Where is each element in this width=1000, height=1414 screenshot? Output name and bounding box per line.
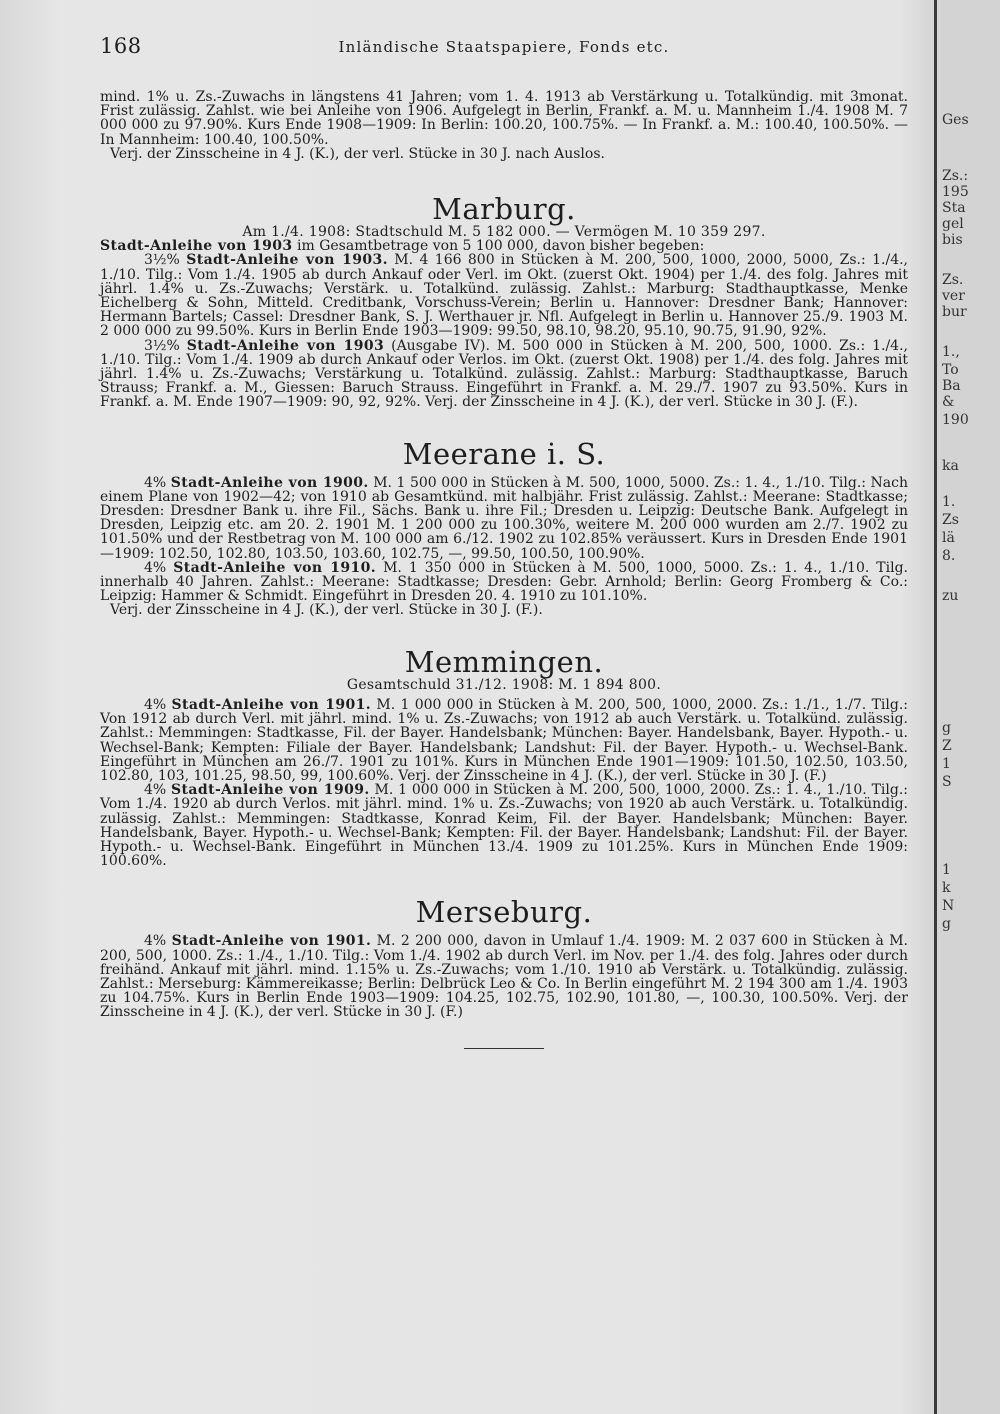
edge-fragment: Zs [942, 512, 959, 528]
edge-fragment: ver [942, 288, 965, 304]
memmingen-loan-1901 [100, 698, 908, 783]
edge-fragment: 8. [942, 548, 956, 564]
running-head [100, 28, 908, 64]
loan-rate: 3½% [144, 337, 187, 354]
edge-fragment: bis [942, 232, 963, 248]
edge-fragment: & [942, 394, 955, 410]
section-title-merseburg: Merseburg. [415, 895, 593, 930]
book-page [100, 28, 908, 1398]
intro-note: Verj. der Zinsscheine in 4 J. (K.), der verl. Stücke in 30 J. nach Auslos. [110, 145, 605, 162]
page-gutter [934, 0, 937, 1414]
edge-fragment: 1. [942, 494, 956, 510]
memmingen-summary: Gesamtschuld 31./12. 1908: M. 1 894 800. [346, 676, 662, 693]
edge-fragment: Zs. [942, 272, 964, 288]
loan-text: M. 1 000 000 in Stücken à M. 200, 500, 1000, 2000. Zs.: 1./1., 1./7. Tilg.: Von 1912 ab durch Verl. mit jährl. mind. 1% u. Zs.-Zuwachs; von 1912 ab auch Verstärk. u. Totalkünd. zulässig. Zahlst.: Memmingen: Stadtkasse, Fil. der Bayer. Handelsbank; München: Bayer. Handelsbank, Bayer. Hypoth.- u. Wechsel-Bank; Kempten: Filiale der Bayer. Handelsbank; Landshut: Fil. der Bayer. Hypoth.- u. Wechsel-Bank. Eingeführt in München am 26./7. 1901 zu 101%. Kurs in München Ende 1901—1909: 101.50, 102.50, 103.50, 102.80, 103, 101.25, 98.50, 99, 100.60%. Verj. der Zinsscheine in 4 J. (K.), der verl. Stücke in 30 J. (F.) [100, 696, 908, 784]
section-title-meerane: Meerane i. S. [402, 436, 606, 471]
running-title: Inländische Staatspapiere, Fonds etc. [338, 38, 670, 56]
adjacent-page-edge [940, 0, 1000, 1414]
loan-text: M. 1 350 000 in Stücken à M. 500, 1000, 5000. Zs.: 1. 4., 1./10. Tilg. innerhalb 40 Jahren. Zahlst.: Meerane: Stadtkasse; Dresden: Gebr. Arnhold; Berlin: Georg Fromberg & Co.: Leipzig: Hammer & Schmidt. Eingeführt in Dresden 20. 4. 1910 zu 101.10%. [100, 559, 908, 605]
loan-title: Stadt-Anleihe von 1901. [171, 696, 372, 713]
loan-rate: 4% [144, 933, 172, 950]
edge-fragment: Ges [942, 112, 969, 128]
loan-text: M. 1 000 000 in Stücken à M. 200, 500, 1000, 2000. Zs.: 1. 4., 1./10. Tilg.: Vom 1./4. 1920 ab durch Verlos. mit jährl. mind. 1% u. Zs.-Zuwachs; von 1920 ab auch Verstärk. u. Totalkündig. zulässig. Zahlst.: Memmingen: Stadtkasse, Konrad Keim, Fil. der Bayer. Handelsbank; München: Bayer. Handelsbank, Bayer. Hypoth.- u. Wechsel-Bank; Kempten: Fil. der Bayer. Handelsbank; Landshut: Fil. der Bayer. Hypoth.- u. Wechsel-Bank. Eingeführt in München 13./4. 1909 zu 101.25%. Kurs in München Ende 1909: 100.60%. [100, 782, 908, 870]
edge-fragment: zu [942, 588, 959, 604]
loan-rate: 4% [144, 782, 172, 799]
loan-text: M. 2 200 000, davon in Umlauf 1./4. 1909: M. 2 037 600 in Stücken à M. 200, 500, 1000. Zs.: 1./4., 1./10. Tilg.: Vom 1./4. 1902 ab durch Verl. im Nov. per 1./4. des folg. Jahres oder durch freihänd. Ankauf mit jährl. mind. 1.15% u. Zs.-Zuwachs; vom 1./10. 1910 ab Verstärk. u. Totalkündig. zulässig. Zahlst.: Merseburg: Kämmereikasse; Berlin: Delbrück Leo & Co. In Berlin eingeführt M. 2 194 300 am 1./4. 1903 zu 104.75%. Kurs in Berlin Ende 1903—1909: 104.25, 102.75, 102.90, 101.80, —, 100.30, 100.50%. Verj. der Zinsscheine in 4 J. (K.), der verl. Stücke in 30 J. (F.) [100, 933, 908, 1021]
edge-fragment: g [942, 916, 951, 932]
meerane-loan-1910 [100, 561, 908, 604]
loan-rate: 4% [144, 474, 171, 491]
edge-fragment: 190 [942, 412, 969, 428]
edge-fragment: Sta [942, 200, 966, 216]
meerane-note: Verj. der Zinsscheine in 4 J. (K.), der verl. Stücke in 30 J. (F.). [110, 602, 543, 619]
edge-fragment: N [942, 898, 955, 914]
loan-text: M. 4 166 800 in Stücken à M. 200, 500, 1000, 2000, 5000, Zs.: 1./4., 1./10. Tilg.: Vom 1./4. 1905 ab durch Ankauf oder Verl. im Okt. (zuerst Okt. 1904) per 1./4. des folg. Jahres mit jährl. 1.4% u. Zs.-Zuwachs; Verstärk. u. Totalkünd. zulässig. Zahlst.: Marburg: Stadthauptkasse, Menke Eichelberg & Sohn, Mitteld. Creditbank, Vorschuss-Verein; Berlin u. Hannover: Dresdner Bank; Hannover: Hermann Bartels; Cassel: Dresdner Bank, S. J. Werthauer jr. Nfl. Aufgelegt in Berlin u. Hannover 25./9. 1903 M. 2 000 000 zu 99.50%. Kurs in Berlin Ende 1903—1909: 99.50, 98.10, 98.20, 95.10, 90.75, 91.90, 92%. [100, 252, 909, 340]
edge-fragment: 1., [942, 344, 960, 360]
edge-fragment: 1 [942, 862, 951, 878]
edge-fragment: 1 [942, 756, 951, 772]
merseburg-loan-1901 [100, 934, 908, 1019]
edge-fragment: S [942, 774, 952, 790]
loan-title: Stadt-Anleihe von 1903 [186, 337, 385, 354]
loan-title: Stadt-Anleihe von 1903. [186, 252, 388, 269]
loan-title: Stadt-Anleihe von 1910. [173, 559, 377, 576]
edge-fragment: g [942, 720, 951, 736]
memmingen-loan-1909 [100, 783, 908, 868]
loan-title: Stadt-Anleihe von 1903 [100, 238, 293, 255]
edge-fragment: k [942, 880, 951, 896]
loan-title: Stadt-Anleihe von 1909. [171, 782, 370, 799]
edge-fragment: Zs.: [942, 168, 969, 184]
loan-text: M. 1 500 000 in Stücken à M. 500, 1000, 5000. Zs.: 1. 4., 1./10. Tilg.: Nach einem Plane von 1902—42; von 1910 ab Gesamtkünd. mit halbjähr. Frist zulässig. Zahlst.: Meerane: Stadtkasse; Dresden: Dresdner Bank u. ihre Fil., Sächs. Bank u. ihre Fil.; Dresden u. Leipzig: Deutsche Bank. Aufgelegt in Dresden, Leipzig etc. am 20. 2. 1901 M. 1 200 000 zu 100.30%, weitere M. 200 000 wurden am 2./7. 1902 zu 101.50% und der Restbetrag von M. 100 000 am 6./12. 1902 zu 102.85% veräussert. Kurs in Dresden Ende 1901—1909: 102.50, 102.80, 103.50, 103.60, 102.75, —, 99.50, 100.50, 100.90%. [100, 474, 908, 562]
edge-fragment: 195 [942, 184, 969, 200]
edge-fragment: lä [942, 530, 955, 546]
edge-fragment: ka [942, 458, 959, 474]
section-divider [464, 1048, 544, 1049]
edge-fragment: To [942, 362, 959, 378]
edge-fragment: gel [942, 216, 964, 232]
edge-fragment: bur [942, 304, 967, 320]
loan-rate: 4% [144, 696, 172, 713]
marburg-summary: Am 1./4. 1908: Stadtschuld M. 5 182 000. — Vermögen M. 10 359 297. [242, 224, 766, 241]
loan-title: Stadt-Anleihe von 1900. [170, 474, 369, 491]
page-number: 168 [100, 34, 142, 58]
marburg-loan-1903-iv [100, 339, 908, 410]
section-title-memmingen: Memmingen. [404, 644, 604, 679]
loan-rate: 4% [144, 559, 174, 576]
section-title-marburg: Marburg. [432, 192, 576, 227]
intro-paragraph: mind. 1% u. Zs.-Zuwachs in längstens 41 Jahren; vom 1. 4. 1913 ab Verstärkung u. Totalkündig. mit 3monat. Frist zulässig. Zahlst. wie bei Anleihe von 1906. Aufgelegt in Berlin, Frankf. a. M. u. Mannheim 1./4. 1908 M. 7 000 000 zu 97.90%. Kurs Ende 1908—1909: In Berlin: 100.20, 100.75%. — In Frankf. a. M.: 100.40, 100.50%. — In Mannheim: 100.40, 100.50%. [100, 89, 908, 148]
loan-text: (Ausgabe IV). M. 500 000 in Stücken à M. 200, 500, 1000. Zs.: 1./4., 1./10. Tilg.: Vom 1./4. 1909 ab durch Ankauf oder Verlos. im Okt. (zuerst Okt. 1908) per 1./4. des folg. Jahres mit jährl. 1.4% u. Zs.-Zuwachs; Verstärkung u. Totalkünd. zulässig. Zahlst.: Marburg: Stadthauptkasse, Baruch Strauss; Frankf. a. M., Giessen: Baruch Strauss. Eingeführt in Frankf. a. M. 29./7. 1907 zu 93.50%. Kurs in Frankf. a. M. Ende 1907—1909: 90, 92, 92%. Verj. der Zinsscheine in 4 J. (K.), der verl. Stücke in 30 J. (F.). [100, 337, 908, 411]
loan-text: im Gesamtbetrage von 5 100 000, davon bisher begeben: [292, 238, 705, 255]
loan-rate: 3½% [144, 252, 187, 269]
edge-fragment: Z [942, 738, 952, 754]
marburg-loan-1903 [100, 253, 908, 338]
meerane-loan-1900 [100, 476, 908, 561]
loan-title: Stadt-Anleihe von 1901. [171, 933, 372, 950]
edge-fragment: Ba [942, 378, 961, 394]
